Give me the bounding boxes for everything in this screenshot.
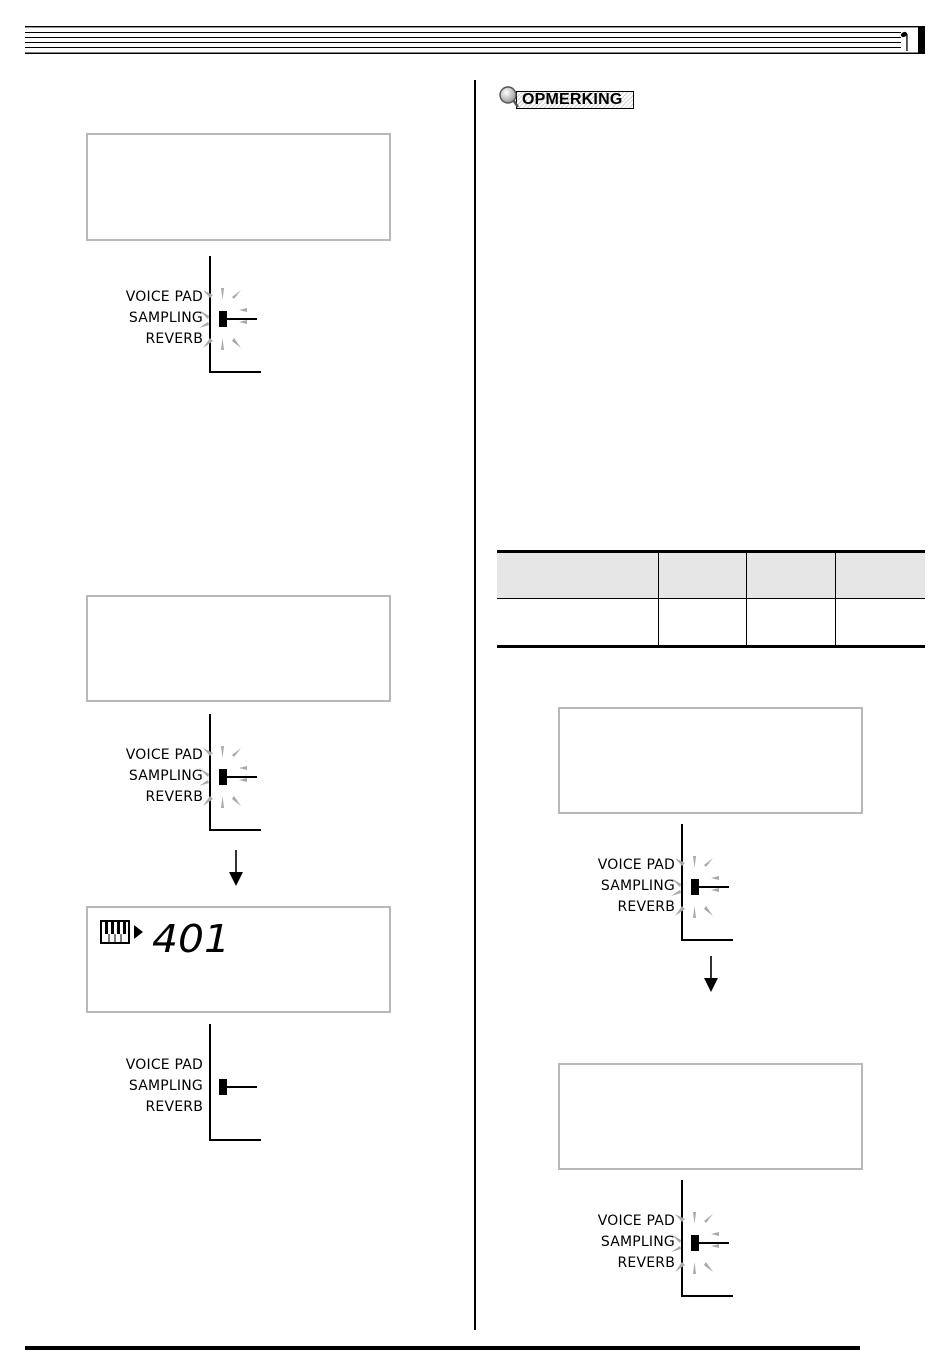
sampling-indicator-2 [121, 714, 281, 832]
reverb-label: REVERB [145, 789, 203, 805]
lcd-display-4 [558, 707, 863, 814]
eighth-note-icon [900, 31, 908, 51]
keyboard-icon [100, 920, 130, 944]
lcd-display-2 [86, 595, 391, 702]
sampling-label: SAMPLING [600, 1234, 675, 1250]
data-table [497, 550, 925, 648]
lcd-display-5 [558, 1063, 863, 1170]
sampling-indicator-5 [593, 1180, 753, 1298]
voice-pad-label: VOICE PAD [125, 289, 203, 305]
sampling-indicator-4 [593, 824, 753, 942]
note-badge [498, 85, 638, 111]
column-divider [474, 80, 476, 1330]
reverb-label: REVERB [617, 1255, 675, 1271]
lcd-number-display [152, 916, 262, 956]
sampling-indicator-1 [121, 256, 281, 374]
down-arrow-icon [704, 956, 718, 992]
lcd-display-1 [86, 133, 391, 241]
down-arrow-icon [229, 850, 243, 886]
sampling-label: SAMPLING [128, 1078, 203, 1094]
reverb-label: REVERB [145, 1099, 203, 1115]
sampling-label: SAMPLING [128, 310, 203, 326]
sampling-label: SAMPLING [600, 878, 675, 894]
sampling-indicator-3 [121, 1024, 281, 1142]
sampling-label: SAMPLING [128, 768, 203, 784]
voice-pad-label: VOICE PAD [125, 1057, 203, 1073]
voice-pad-label: VOICE PAD [597, 1213, 675, 1229]
voice-pad-label: VOICE PAD [125, 747, 203, 763]
indicator-mark [219, 1079, 227, 1095]
indicator-mark [691, 1235, 699, 1251]
note-label: OPMERKING [522, 91, 623, 108]
svg-text:401: 401 [152, 917, 230, 956]
play-triangle-icon [134, 925, 144, 939]
header-staff [25, 26, 925, 54]
reverb-label: REVERB [145, 331, 203, 347]
voice-pad-label: VOICE PAD [597, 857, 675, 873]
table-header-row [497, 553, 925, 598]
reverb-label: REVERB [617, 899, 675, 915]
indicator-mark [691, 879, 699, 895]
indicator-mark [219, 311, 227, 327]
lcd-display-3 [86, 906, 391, 1013]
indicator-mark [219, 769, 227, 785]
magnifier-icon [498, 85, 520, 111]
footer-rule [25, 1346, 860, 1350]
